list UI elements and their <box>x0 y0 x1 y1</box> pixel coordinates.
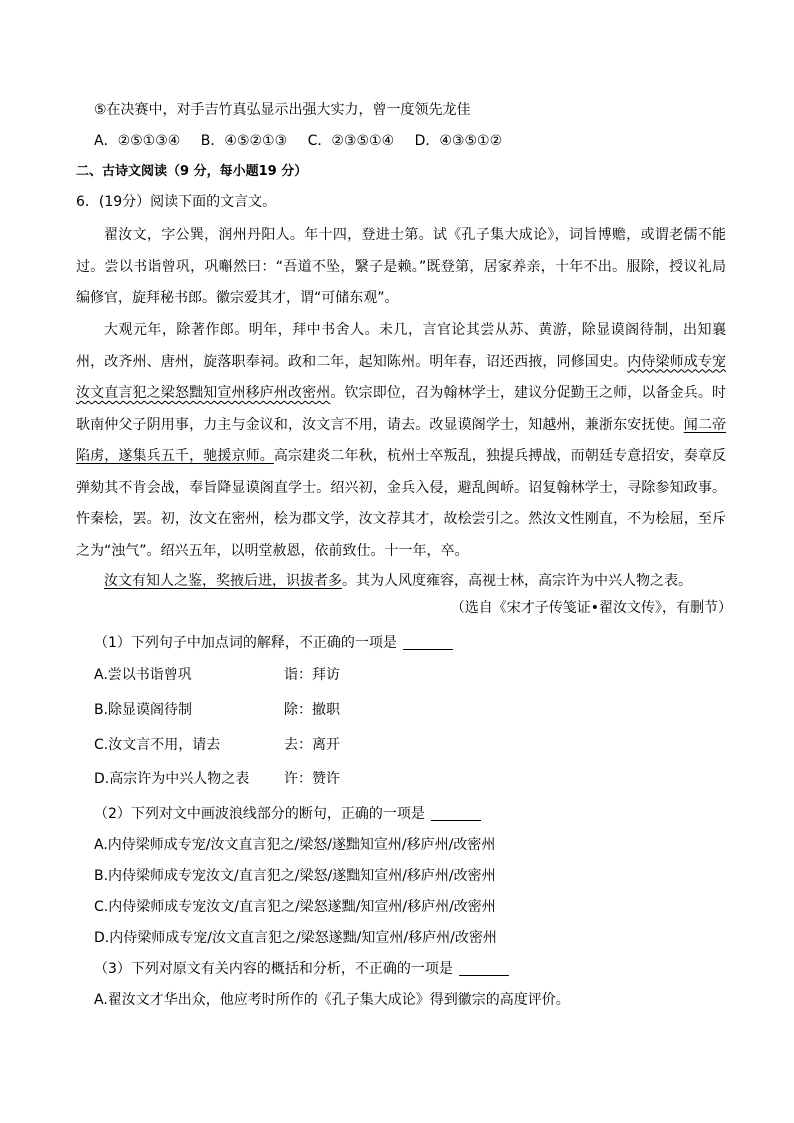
question-item-5: ⑤在决赛中，对手吉竹真弘显示出强大实力，曾一度领先龙佳 <box>94 102 471 118</box>
subquestion-stem-text: （3）下列对原文有关内容的概括和分析，不正确的一项是 <box>94 961 453 977</box>
passage-paragraph-2 <box>76 315 726 567</box>
subquestion-2-option-d: D.内侍梁师成专宠/汝文直言犯之/梁怒遂黜/知宣州/移庐州/改密州 <box>94 930 497 946</box>
section-title: 二、古诗文阅读（9 分，每小题19 分） <box>76 164 308 179</box>
option-gloss: 诣：拜访 <box>284 667 340 683</box>
underlined-sentence: 汝文有知人之鉴，奖掖后进，识拔者多 <box>104 573 342 589</box>
passage-paragraph-1 <box>76 220 726 315</box>
subquestion-2-stem <box>94 804 481 824</box>
passage-source: （选自《宋才子传笺证•翟汝文传》，有删节） <box>450 600 732 616</box>
passage-text: 高宗建炎二年秋，杭州士卒叛乱，独提兵搏战，而朝廷专意招安，奏章反弹劾其不肯会战，奉旨降显谟阁直学士。绍兴初，金兵入侵，避乱闽峤。诏复翰林学士，寻除参知政事。忤秦桧，罢。初，汝文在密州，桧为郡文学，汝文荐其才，故桧尝引之。然汝文性刚直，不为桧屈，至斥之为“浊气”。绍兴五年，以明堂赦恩，依前致仕。十一年，卒。 <box>76 448 727 559</box>
passage-text: 翟汝文，字公巽，润州丹阳人。年十四，登进士第。试《孔子集大成论》，词旨博赡，或谓老儒不能过。尝以书诣曾巩，巩嘝然曰：“吾道不坠，繄子是赖。”既登第，居家养亲，十年不出。服除，授议礼局编修官，旋拜秘书郎。徽宗爱其才，谓“可储东观”。 <box>76 227 726 306</box>
subquestion-2-option-a: A.内侍梁师成专宠/汝文直言犯之/梁怒/遂黜知宣州/移庐州/改密州 <box>94 837 496 853</box>
subquestion-1-stem <box>94 633 453 653</box>
answer-blank[interactable] <box>403 649 453 650</box>
passage-text: 。钦宗即位，召为翰林学士，建议分促勤王之师，以备金兵。时耿南仲父子阴用事，力主与金议和，汝文言不用，请去。改显谟阁学士，知越州，兼浙东安抚使。 <box>76 385 727 433</box>
subquestion-3-option-a: A.翟汝文才华出众，他应考时所作的《孔子集大成论》得到徽宗的高度评价。 <box>94 992 570 1008</box>
option-label: B.除显谟阁待制 <box>94 702 193 718</box>
answer-blank[interactable] <box>459 975 509 976</box>
answer-blank[interactable] <box>431 820 481 821</box>
underlined-sentence: 闻二帝陷虏，遂集兵五千，驰援京师。 <box>76 416 727 464</box>
passage-text: 。其为人风度雍容，高视士林，高宗许为中兴人物之表。 <box>342 573 692 589</box>
option-gloss: 许：赞许 <box>284 771 340 787</box>
choice-a: A．②⑤①③④ <box>94 133 181 149</box>
subquestion-2-option-b: B.内侍梁师成专宠汝文/直言犯之/梁怒/遂黜知宣州/移庐州/改密州 <box>94 868 496 884</box>
option-label: C.汝文言不用，请去 <box>94 737 221 753</box>
subquestion-1-option-c <box>94 735 340 755</box>
question-6-header: 6．(19分）阅读下面的文言文。 <box>76 194 277 210</box>
choice-b: B．④⑤②①③ <box>200 133 288 149</box>
option-gloss: 除：撤职 <box>284 702 340 718</box>
choice-row <box>94 131 518 151</box>
subquestion-3-stem <box>94 959 509 979</box>
choice-d: D．④③⑤①② <box>414 133 503 149</box>
passage-paragraph-3 <box>76 566 726 598</box>
option-label: A.尝以书诣曾巩 <box>94 667 192 683</box>
subquestion-stem-text: （1）下列句子中加点词的解释，不正确的一项是 <box>94 635 397 651</box>
subquestion-1-option-b <box>94 700 340 720</box>
option-gloss: 去：离开 <box>284 737 340 753</box>
option-label: D.高宗许为中兴人物之表 <box>94 771 250 787</box>
subquestion-2-option-c: C.内侍梁师成专宠汝文/直言犯之/梁怒遂黜/知宣州/移庐州/改密州 <box>94 899 496 915</box>
subquestion-stem-text: （2）下列对文中画波浪线部分的断句，正确的一项是 <box>94 806 425 822</box>
subquestion-1-option-d <box>94 769 340 789</box>
choice-c: C．②③⑤①④ <box>307 133 395 149</box>
passage-text: 大观元年，除著作郎。明年，拜中书舍人。未几，言官论其尝从苏、黄游，除显谟阁待制，出知襄州，改齐州、唐州，旋落职奉祠。政和二年，起知陈州。明年春，诏还西掖，同修国史。 <box>76 322 726 370</box>
subquestion-1-option-a <box>94 665 340 685</box>
wavy-underlined-text: 内侍梁师成专宠汝文直言犯之梁怒黜知宣州移庐州改密州 <box>76 353 727 401</box>
